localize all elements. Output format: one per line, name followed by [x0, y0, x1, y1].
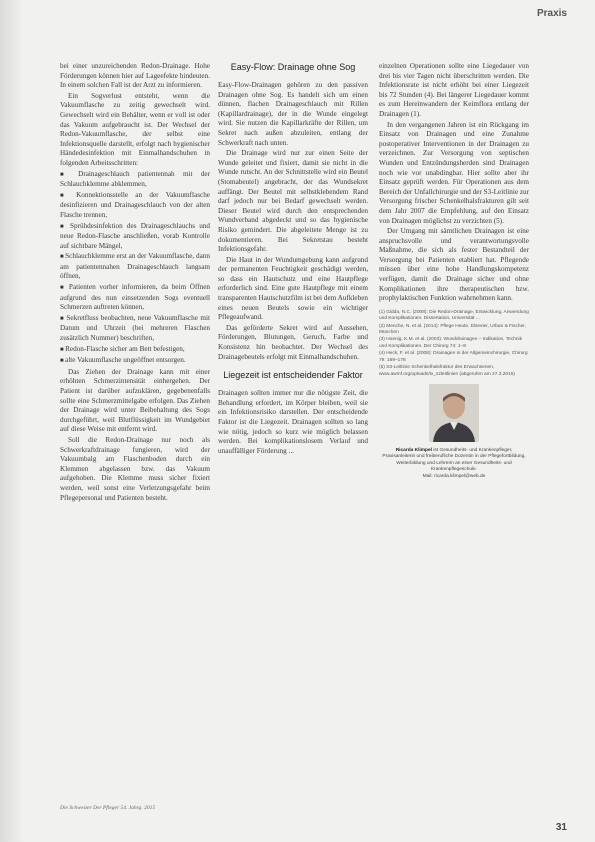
paragraph: Der Umgang mit sämtlichen Drainagen ist eine anspruchsvolle und verantwortungsvolle Maßnahme, die sich als fester Bestandteil der Versorgung bei Patienten etabliert hat. Pflegende müssen über eine hohe Handlungskompetenz verfügen, damit die Drainage sicher und ohne Komplikationen ihre therapeutischen bzw. prophylaktischen Funktion wahrnehmen kann.	[379, 227, 529, 303]
paragraph: Ein Sogverlust entsteht, wenn die Vakuumflasche zu zeitig gewechselt wird. Gewechselt wird ein Behälter, wenn er voll ist oder das Vakuum aufgebraucht ist. Der Wechsel der Redon-Vakuumflasche, der selbst eine Infektionsquelle darstellt, erfolgt nach hygienischer Händedesinfektion mit Einmalhandschuhen in folgenden Arbeitsschritten:	[60, 91, 210, 167]
paragraph: Die Haut in der Wundumgebung kann aufgrund der permanenten Feuchtigkeit geschädigt werden, so dass ein Hautschutz und eine Hautpflege erforderlich sind. Eine gute Hautpflege mit einem transparenten Hautschutzfilm ist bei dem Aufkleben eines neuen Beutels sowie ein wichtiger Pflegeaufwand.	[218, 255, 368, 322]
reference-item: (2) Menche, N. et al. (2014): Pflege Heute, Elsevier, Urban & Fischer, München	[379, 323, 526, 336]
list-item: ■ Redon-Flasche sicher am Bett befestigen,	[60, 345, 210, 356]
paragraph: Das geförderte Sekret wird auf Aussehen, Förderungen, Blutungen, Geruch, Farbe und Konsistenz hin beobachtet. Der Wechsel des Drainagebeutels erfolgt mit Einmalhandschuhen.	[218, 323, 368, 361]
paragraph: einzelnen Operationen sollte eine Liegedauer von drei bis vier Tagen nicht überschritten werden. Die Infektionsrate ist nicht erhöht bei einer Liegezeit bis 72 Stunden (4). Bei längerer Liegedauer kommt es zum Hereinwandern der Keimflora entlang der Drainagen (1).	[379, 62, 529, 118]
list-item: ■ Patienten vorher informieren, da beim Öffnen aufgrund des nun einsetzenden Sogs eventuell Schmerzen auftreten können,	[60, 283, 210, 313]
reference-item: (4) Heck, F. et al. (2008): Drainagen in der Allgemeinchirurgie, Chirurg 79: 169–178	[379, 351, 528, 363]
section-label: Praxis	[536, 8, 567, 19]
paragraph: In den vergangenen Jahren ist ein Rückgang im Einsatz von Drainagen und eine Zunahme postoperativer Interventionen in der Drainagen zu verzeichnen. Zur Versorgung von septischen Wunden und Entzündungsherden sind Drainagen noch wie vor unabdingbar. Hier sollte aber ihr Einsatz geprüft werden. Für Operationen aus dem Bereich der Unfallchirurgie und der S3-Leitlinie zur Versorgung frischer Schenkelhalsfrakturen gilt seit dem Jahr 2007 die Empfehlung, auf den Einsatz von Drainagen möglichst zu verzichten (5).	[379, 120, 529, 225]
column-1	[60, 62, 210, 503]
author-name: Ricarda Klimpel	[395, 447, 432, 453]
author-bio: ist Gesundheits- und Krankenpfleger, Praxisanleiterin und freiberufliche Dozentin in der Pflegefortbildung, Weiterbildung und Lehrerin an einer Gesundheits- und Krankenpflegeschule.	[382, 447, 526, 473]
page-gutter-shadow	[0, 0, 24, 842]
list-item: ■ Drainageschlauch patientennah mit der Schlauchklemme abklemmen,	[60, 170, 210, 190]
column-2	[218, 62, 368, 456]
list-item: ■ Sprühdesinfektion des Drainageschlauchs und neue Redon-Flasche anschließen, vorab Kontrolle auf sichtbare Mängel,	[60, 222, 210, 252]
paragraph: Die Drainage wird nur zur einen Seite der Wunde geleitet und fixiert, damit sie nicht in die Wunde rutscht. An der Schnittstelle wird ein Beutel (Stomabeutel) angebracht, der das Wundsekret auffängt. Der Beutel mit selbstklebendem Rand darf jedoch nur bei Bedarf gewechselt werden. Dieser Beutel wird durch den entsprechenden Wundverband abgedeckt und so das hygienische Risiko gemindert. Die abgeleitete Menge ist zu dokumentieren. Bei Sekretstau besteht Infektionsgefahr.	[218, 149, 368, 254]
bullet-list	[60, 170, 210, 367]
list-item: ■ Sekretfluss beobachten, neue Vakuumflasche mit Datum und Uhrzeit (bei mehreren Flaschen zusätzlich Nummer) beschriften,	[60, 314, 210, 344]
reference-item: (5) S3-Leitlinie Schenkelhalsfraktur des Erwachsenen, www.awmf.org/uploads/tx_szleitlinien (abgerufen am 27.3.2015)	[379, 365, 515, 377]
reference-item: (3) Hoenig, K.M. et al. (2003): Wunddrainagen – Indikation, Technik und Komplikationen. Der Chirurg 74: 1–8	[379, 337, 523, 349]
paragraph: Soll die Redon-Drainage nur noch als Schwerkraftdrainage fungieren, wird der Vakuumbalg am Flaschenboden durch ein Klemmen abgelassen bzw. das Vakuum aufgehoben. Die Klemme muss sicher fixiert werden, weil sonst eine Verletzungsgefahr beim Pflegepersonal und Patienten besteht.	[60, 435, 210, 502]
paragraph: Das Ziehen der Drainage kann mit einer erhöhten Schmerzintensität einhergehen. Der Patient ist darüber aufzuklären, gegebenenfalls sollte eine Schmerzmittelgabe erfolgen. Das Ziehen der Drainage wird unter Beibehaltung des Sogs durchgeführt, weil Blutflüssigkeit im Wundgebiet auf diese Weise mit entfernt wird.	[60, 367, 210, 434]
list-item: ■ Schlauchklemme erst an der Vakuumflasche, dann am patientennahen Drainageschlauch langsam öffnen,	[60, 252, 210, 282]
list-item: ■ alte Vakuumflasche ungeöffnet entsorgen.	[60, 356, 210, 367]
subheading: Liegezeit ist entscheidender Faktor	[223, 370, 363, 381]
paragraph: bei einer unzureichenden Redon-Drainage. Hohe Förderungen können hier auf Lageefekte hindeuten. In einem solchen Fall ist der Arzt zu informieren.	[60, 62, 210, 90]
author-email: Mail: ricarda.klimpel@web.de	[422, 473, 486, 479]
paragraph: Easy-Flow-Drainagen gehören zu den passiven Drainagen ohne Sog. Es handelt sich um einen dünnen, flachen Drainageschlauch mit Rillen (Kapillardrainage), der in die Wunde eingelegt wird. Sie nutzen die Kapillarkräfte der Rillen, um Sekret nach außen abzuleiten, entlang der Schwerkraft nach unten.	[218, 81, 368, 147]
footer-source: Die Schwester Der Pfleger 54. Jahrg. 2015	[60, 805, 156, 811]
author-photo	[429, 384, 479, 442]
page-number: 31	[555, 822, 567, 833]
author-box	[379, 384, 529, 480]
column-3	[379, 62, 529, 480]
author-portrait-icon	[429, 384, 479, 442]
references	[379, 310, 529, 378]
subheading: Easy-Flow: Drainage ohne Sog	[230, 62, 356, 72]
list-item: ■ Konnektionsstelle an der Vakuumflasche desinfizieren und Drainageschlauch von der alten Flasche trennen,	[60, 191, 210, 221]
paragraph: Drainagen sollten immer nur die nötigste Zeit, die Behandlung erfordert, im Körper bleiben, weil sie ein Infektionsrisiko darstellen. Der entscheidende Faktor ist die Liegezeit. Drainagen sollten so lang wie nötig, jedoch so kurz wie möglich belassen werden. Bei komplikationslosem Verlauf und unauffälliger Förderung ...	[218, 389, 368, 455]
reference-item: (1) Gidda, N.C. (2008): Die Redon-Drainage, Entwicklung, Anwendung und Komplikationen. Dissertation, Universität ...	[379, 309, 529, 322]
